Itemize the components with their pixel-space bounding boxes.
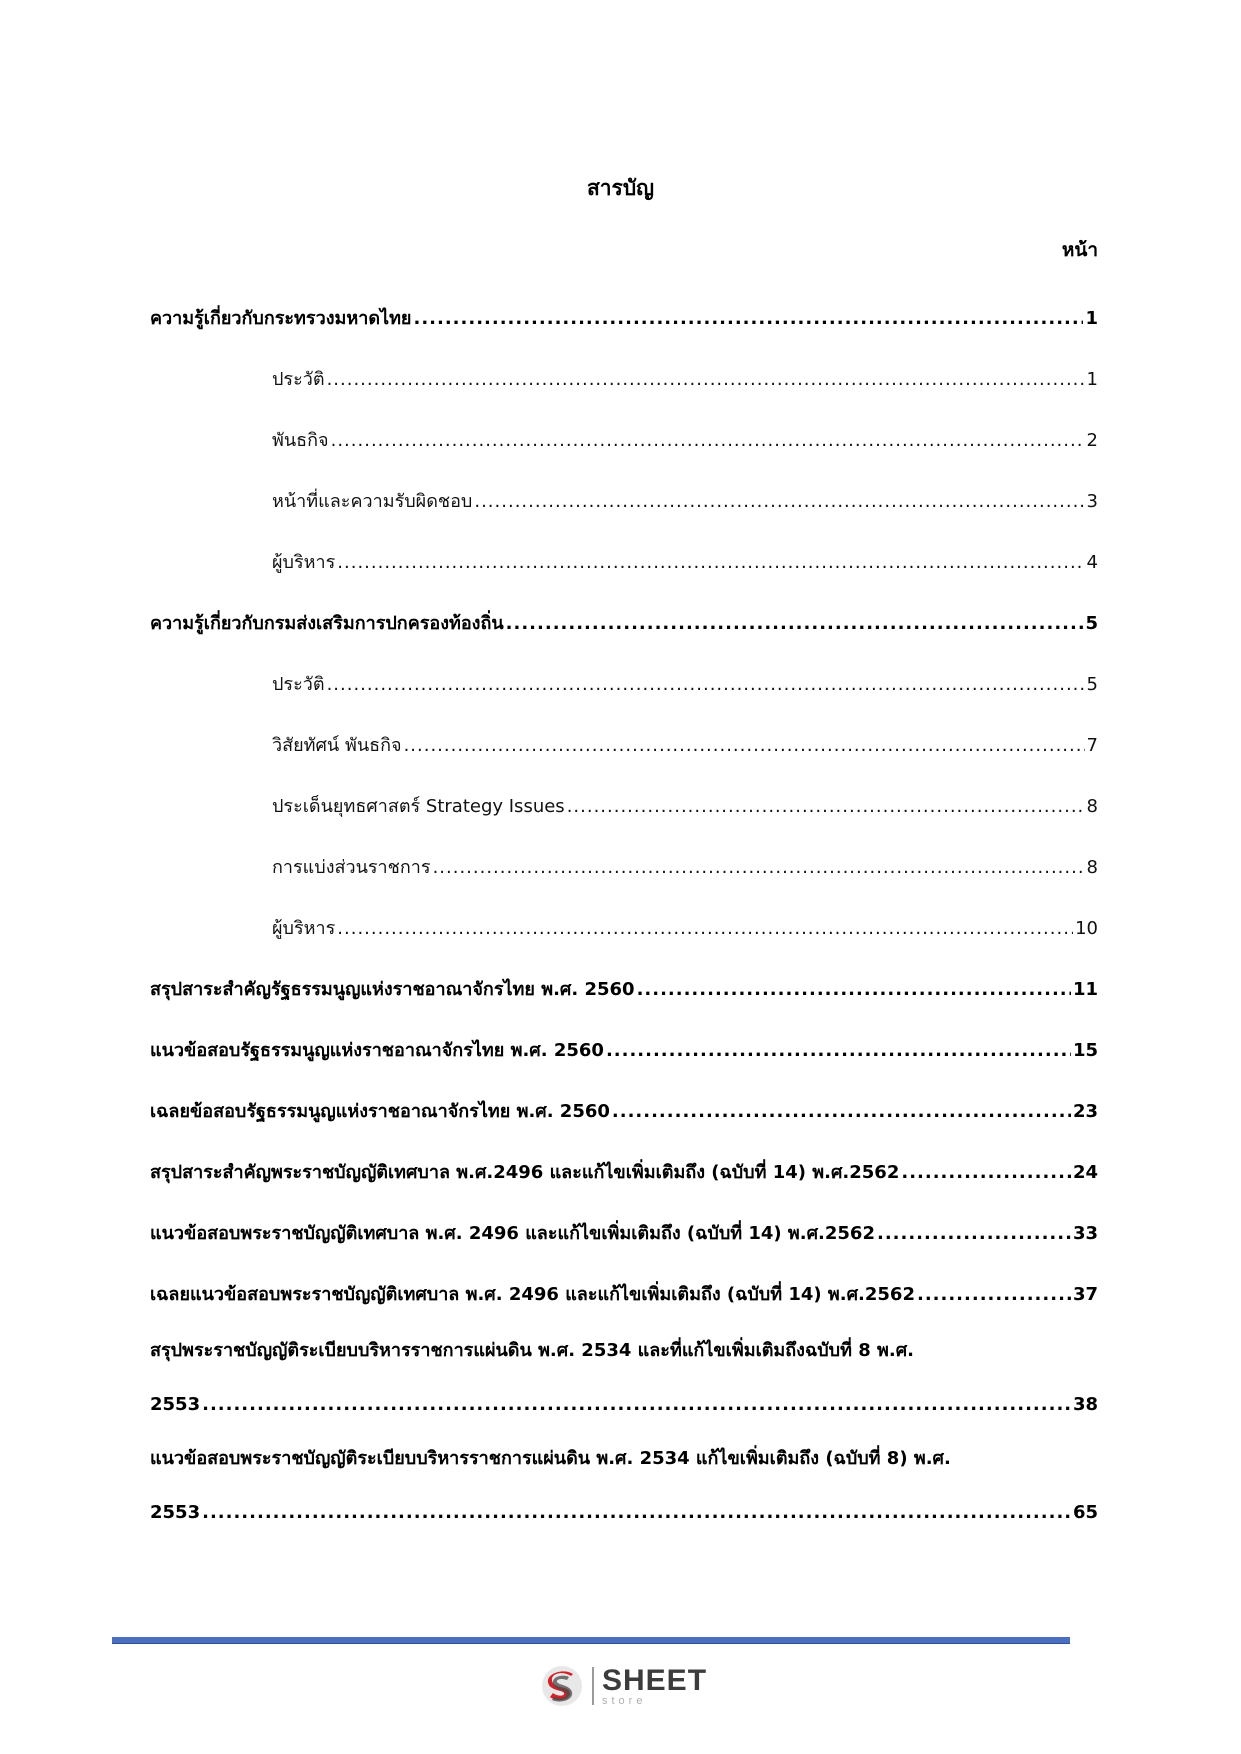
toc-entry[interactable] — [150, 593, 1098, 654]
toc-page-number: 38 — [1072, 1394, 1098, 1415]
toc-page-number: 5 — [1085, 613, 1098, 634]
toc-subentry[interactable] — [150, 410, 1098, 471]
leader-dots — [327, 654, 1085, 715]
footer-rule — [112, 1637, 1070, 1644]
leader-dots — [202, 1377, 1071, 1433]
toc-entry-title: ผู้บริหาร — [272, 552, 336, 573]
toc-page-number: 2 — [1086, 430, 1098, 451]
toc-subentry[interactable] — [150, 776, 1098, 837]
logo-s-icon — [540, 1664, 584, 1708]
toc-entry-title: ประวัติ — [272, 369, 325, 390]
toc-subentry[interactable] — [150, 349, 1098, 410]
leader-dots — [877, 1203, 1071, 1264]
toc-entry-title: การแบ่งส่วนราชการ — [272, 857, 431, 878]
toc-page-number: 15 — [1072, 1040, 1098, 1061]
logo-sub: store — [602, 1694, 647, 1707]
toc-entry-title: วิสัยทัศน์ พันธกิจ — [272, 735, 402, 756]
toc-entry[interactable] — [150, 959, 1098, 1020]
toc-entry-title: ผู้บริหาร — [272, 918, 336, 939]
toc-entry-title: หน้าที่และความรับผิดชอบ — [272, 491, 473, 512]
leader-dots — [413, 288, 1083, 349]
leader-dots — [606, 1020, 1071, 1081]
toc-entry-title: ความรู้เกี่ยวกับกรมส่งเสริมการปกครองท้องถิ่น — [150, 613, 504, 634]
toc-subentry[interactable] — [150, 715, 1098, 776]
toc-page-number: 23 — [1072, 1101, 1098, 1122]
toc-entry-title: ความรู้เกี่ยวกับกระทรวงมหาดไทย — [150, 308, 412, 329]
toc-page-number: 7 — [1086, 735, 1098, 756]
leader-dots — [474, 471, 1084, 532]
leader-dots — [506, 593, 1084, 654]
toc-entry[interactable] — [150, 1203, 1098, 1264]
page-title: สารบัญ — [586, 176, 655, 200]
leader-dots — [202, 1485, 1071, 1541]
toc-page-number: 10 — [1075, 918, 1098, 939]
toc-entry-title: สรุปพระราชบัญญัติระเบียบบริหารราชการแผ่นดิน พ.ศ. 2534 และที่แก้ไขเพิ่มเติมถึงฉบับที่ 8 พ.ศ. — [150, 1340, 914, 1361]
leader-dots — [612, 1081, 1071, 1142]
toc-page-number: 5 — [1086, 674, 1098, 695]
logo-divider — [592, 1667, 594, 1705]
toc-entry[interactable] — [150, 1142, 1098, 1203]
toc-entry-title: สรุปสาระสำคัญรัฐธรรมนูญแห่งราชอาณาจักรไทย พ.ศ. 2560 — [150, 979, 635, 1000]
leader-dots — [404, 715, 1085, 776]
toc-page-number: 65 — [1072, 1502, 1098, 1523]
toc-subentry[interactable] — [150, 471, 1098, 532]
toc-entry-multiline[interactable] — [150, 1433, 1098, 1541]
leader-dots — [433, 837, 1085, 898]
leader-dots — [567, 776, 1085, 837]
toc-entry[interactable] — [150, 1264, 1098, 1325]
toc-entry[interactable] — [150, 1081, 1098, 1142]
toc-entry-title: แนวข้อสอบพระราชบัญญัติเทศบาล พ.ศ. 2496 และแก้ไขเพิ่มเติมถึง (ฉบับที่ 14) พ.ศ.2562 — [150, 1223, 875, 1244]
leader-dots — [327, 349, 1085, 410]
leader-dots — [337, 532, 1084, 593]
table-of-contents — [150, 288, 1098, 1541]
toc-page-number: 24 — [1072, 1162, 1098, 1183]
leader-dots — [337, 898, 1073, 959]
toc-page-number: 4 — [1086, 552, 1098, 573]
page-column-label: หน้า — [1061, 239, 1098, 261]
toc-entry[interactable] — [150, 1020, 1098, 1081]
toc-page-number: 3 — [1086, 491, 1098, 512]
toc-page-number: 33 — [1072, 1223, 1098, 1244]
toc-subentry[interactable] — [150, 837, 1098, 898]
toc-entry-title: ประเด็นยุทธศาสตร์ Strategy Issues — [272, 796, 565, 817]
toc-page-number: 37 — [1072, 1284, 1098, 1305]
toc-page-number: 1 — [1085, 308, 1098, 329]
toc-entry-title: เฉลยข้อสอบรัฐธรรมนูญแห่งราชอาณาจักรไทย พ.ศ. 2560 — [150, 1101, 610, 1122]
toc-subentry[interactable] — [150, 898, 1098, 959]
leader-dots — [917, 1264, 1071, 1325]
toc-entry-title: เฉลยแนวข้อสอบพระราชบัญญัติเทศบาล พ.ศ. 2496 และแก้ไขเพิ่มเติมถึง (ฉบับที่ 14) พ.ศ.2562 — [150, 1284, 915, 1305]
toc-page-number: 1 — [1086, 369, 1098, 390]
leader-dots — [901, 1142, 1071, 1203]
toc-entry-title: แนวข้อสอบรัฐธรรมนูญแห่งราชอาณาจักรไทย พ.ศ. 2560 — [150, 1040, 604, 1061]
toc-subentry[interactable] — [150, 532, 1098, 593]
toc-page-number: 8 — [1086, 796, 1098, 817]
leader-dots — [637, 959, 1071, 1020]
toc-entry-multiline[interactable] — [150, 1325, 1098, 1433]
toc-entry-title-continued: 2553 — [150, 1502, 201, 1523]
toc-entry-title: พันธกิจ — [272, 430, 329, 451]
toc-page-number: 11 — [1072, 979, 1098, 1000]
toc-subentry[interactable] — [150, 654, 1098, 715]
toc-entry-title: แนวข้อสอบพระราชบัญญัติระเบียบบริหารราชการแผ่นดิน พ.ศ. 2534 แก้ไขเพิ่มเติมถึง (ฉบับที่ 8) พ.ศ. — [150, 1448, 951, 1469]
logo-name: SHEET — [602, 1663, 708, 1697]
toc-entry[interactable] — [150, 288, 1098, 349]
toc-entry-title-continued: 2553 — [150, 1394, 201, 1415]
toc-entry-title: ประวัติ — [272, 674, 325, 695]
toc-entry-title: สรุปสาระสำคัญพระราชบัญญัติเทศบาล พ.ศ.2496 และแก้ไขเพิ่มเติมถึง (ฉบับที่ 14) พ.ศ.2562 — [150, 1162, 900, 1183]
sheet-store-logo — [540, 1664, 707, 1708]
toc-page-number: 8 — [1086, 857, 1098, 878]
leader-dots — [331, 410, 1085, 471]
